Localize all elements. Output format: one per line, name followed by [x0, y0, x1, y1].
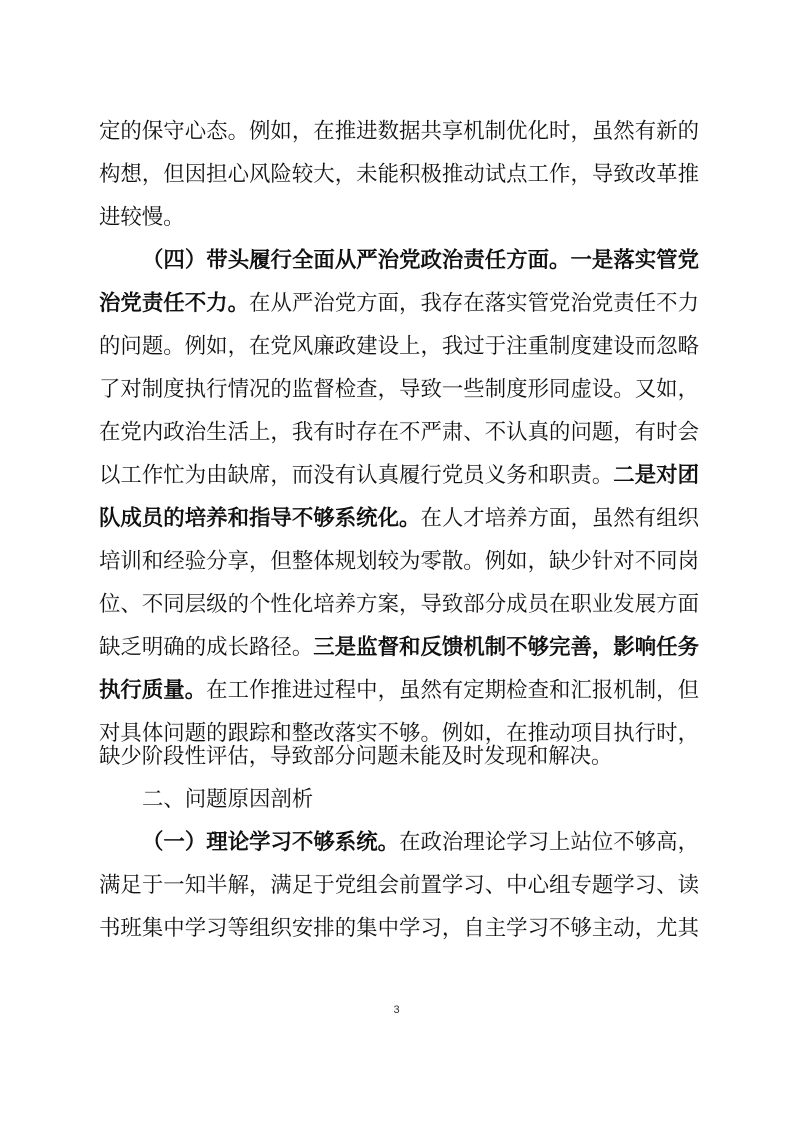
text-span: 在政治理论学习上站位不够高，: [399, 830, 699, 855]
text-span: 培训和经验分享，但整体规划较为零散。例如，缺少针对不同岗: [99, 549, 699, 574]
text-span: 在工作推进过程中，虽然有定期检查和汇报机制，但: [206, 678, 699, 703]
bold-text-span: （一）理论学习不够系统。: [142, 830, 400, 855]
text-line: [99, 870, 699, 902]
text-line: [99, 159, 699, 191]
section-heading-line: [142, 784, 699, 816]
bold-text-span: 治党责任不力。: [99, 291, 250, 316]
text-line: [99, 116, 699, 148]
text-span: 对具体问题的跟踪和整改落实不够。例如，在推动项目执行时，: [99, 721, 699, 746]
bold-text-span: 队成员的培养和指导不够系统化。: [99, 506, 421, 531]
text-span: 书班集中学习等组织安排的集中学习，自主学习不够主动，尤其: [99, 916, 699, 941]
text-span: 二、问题原因剖析: [142, 787, 314, 812]
bold-text-span: （四）带头履行全面从严治党政治责任方面。一是落实管党: [142, 248, 699, 273]
text-line: [99, 374, 699, 406]
text-span: 在人才培养方面，虽然有组织: [420, 506, 699, 531]
text-line: [99, 331, 699, 363]
text-span: 了对制度执行情况的监督检查，导致一些制度形同虚设。又如，: [99, 377, 699, 402]
text-line: [99, 503, 699, 535]
text-line: [99, 913, 699, 945]
text-span: 位、不同层级的个性化培养方案，导致部分成员在职业发展方面: [99, 592, 699, 617]
text-line: [99, 202, 699, 234]
text-line: [99, 546, 699, 578]
bold-text-span: 二是对团: [613, 463, 699, 488]
text-span: 进较慢。: [99, 205, 185, 230]
text-line: [99, 741, 699, 773]
section-heading-line: [142, 245, 699, 277]
text-span: 定的保守心态。例如，在推进数据共享机制优化时，虽然有新的: [99, 119, 699, 144]
text-span: 在从严治党方面，我存在落实管党治党责任不力: [249, 291, 699, 316]
text-line: [99, 675, 699, 707]
bold-text-span: 三是监督和反馈机制不够完善，影响任务: [313, 635, 699, 660]
text-span: 满足于一知半解，满足于党组会前置学习、中心组专题学习、读: [99, 873, 699, 898]
page-number: 3: [393, 1004, 400, 1016]
text-span: 缺少阶段性评估，导致部分问题未能及时发现和解决。: [99, 744, 613, 769]
text-line: [142, 827, 699, 859]
text-line: [99, 632, 699, 664]
text-span: 的问题。例如，在党风廉政建设上，我过于注重制度建设而忽略: [99, 334, 699, 359]
bold-text-span: 执行质量。: [99, 678, 207, 703]
text-span: 在党内政治生活上，我有时存在不严肃、不认真的问题，有时会: [99, 420, 699, 445]
text-line: [99, 417, 699, 449]
text-span: 以工作忙为由缺席，而没有认真履行党员义务和职责。: [99, 463, 614, 488]
text-line: [99, 460, 699, 492]
text-span: 构想，但因担心风险较大，未能积极推动试点工作，导致改革推: [99, 162, 699, 187]
text-line: [99, 288, 699, 320]
text-span: 缺乏明确的成长路径。: [99, 635, 314, 660]
text-line: [99, 589, 699, 621]
